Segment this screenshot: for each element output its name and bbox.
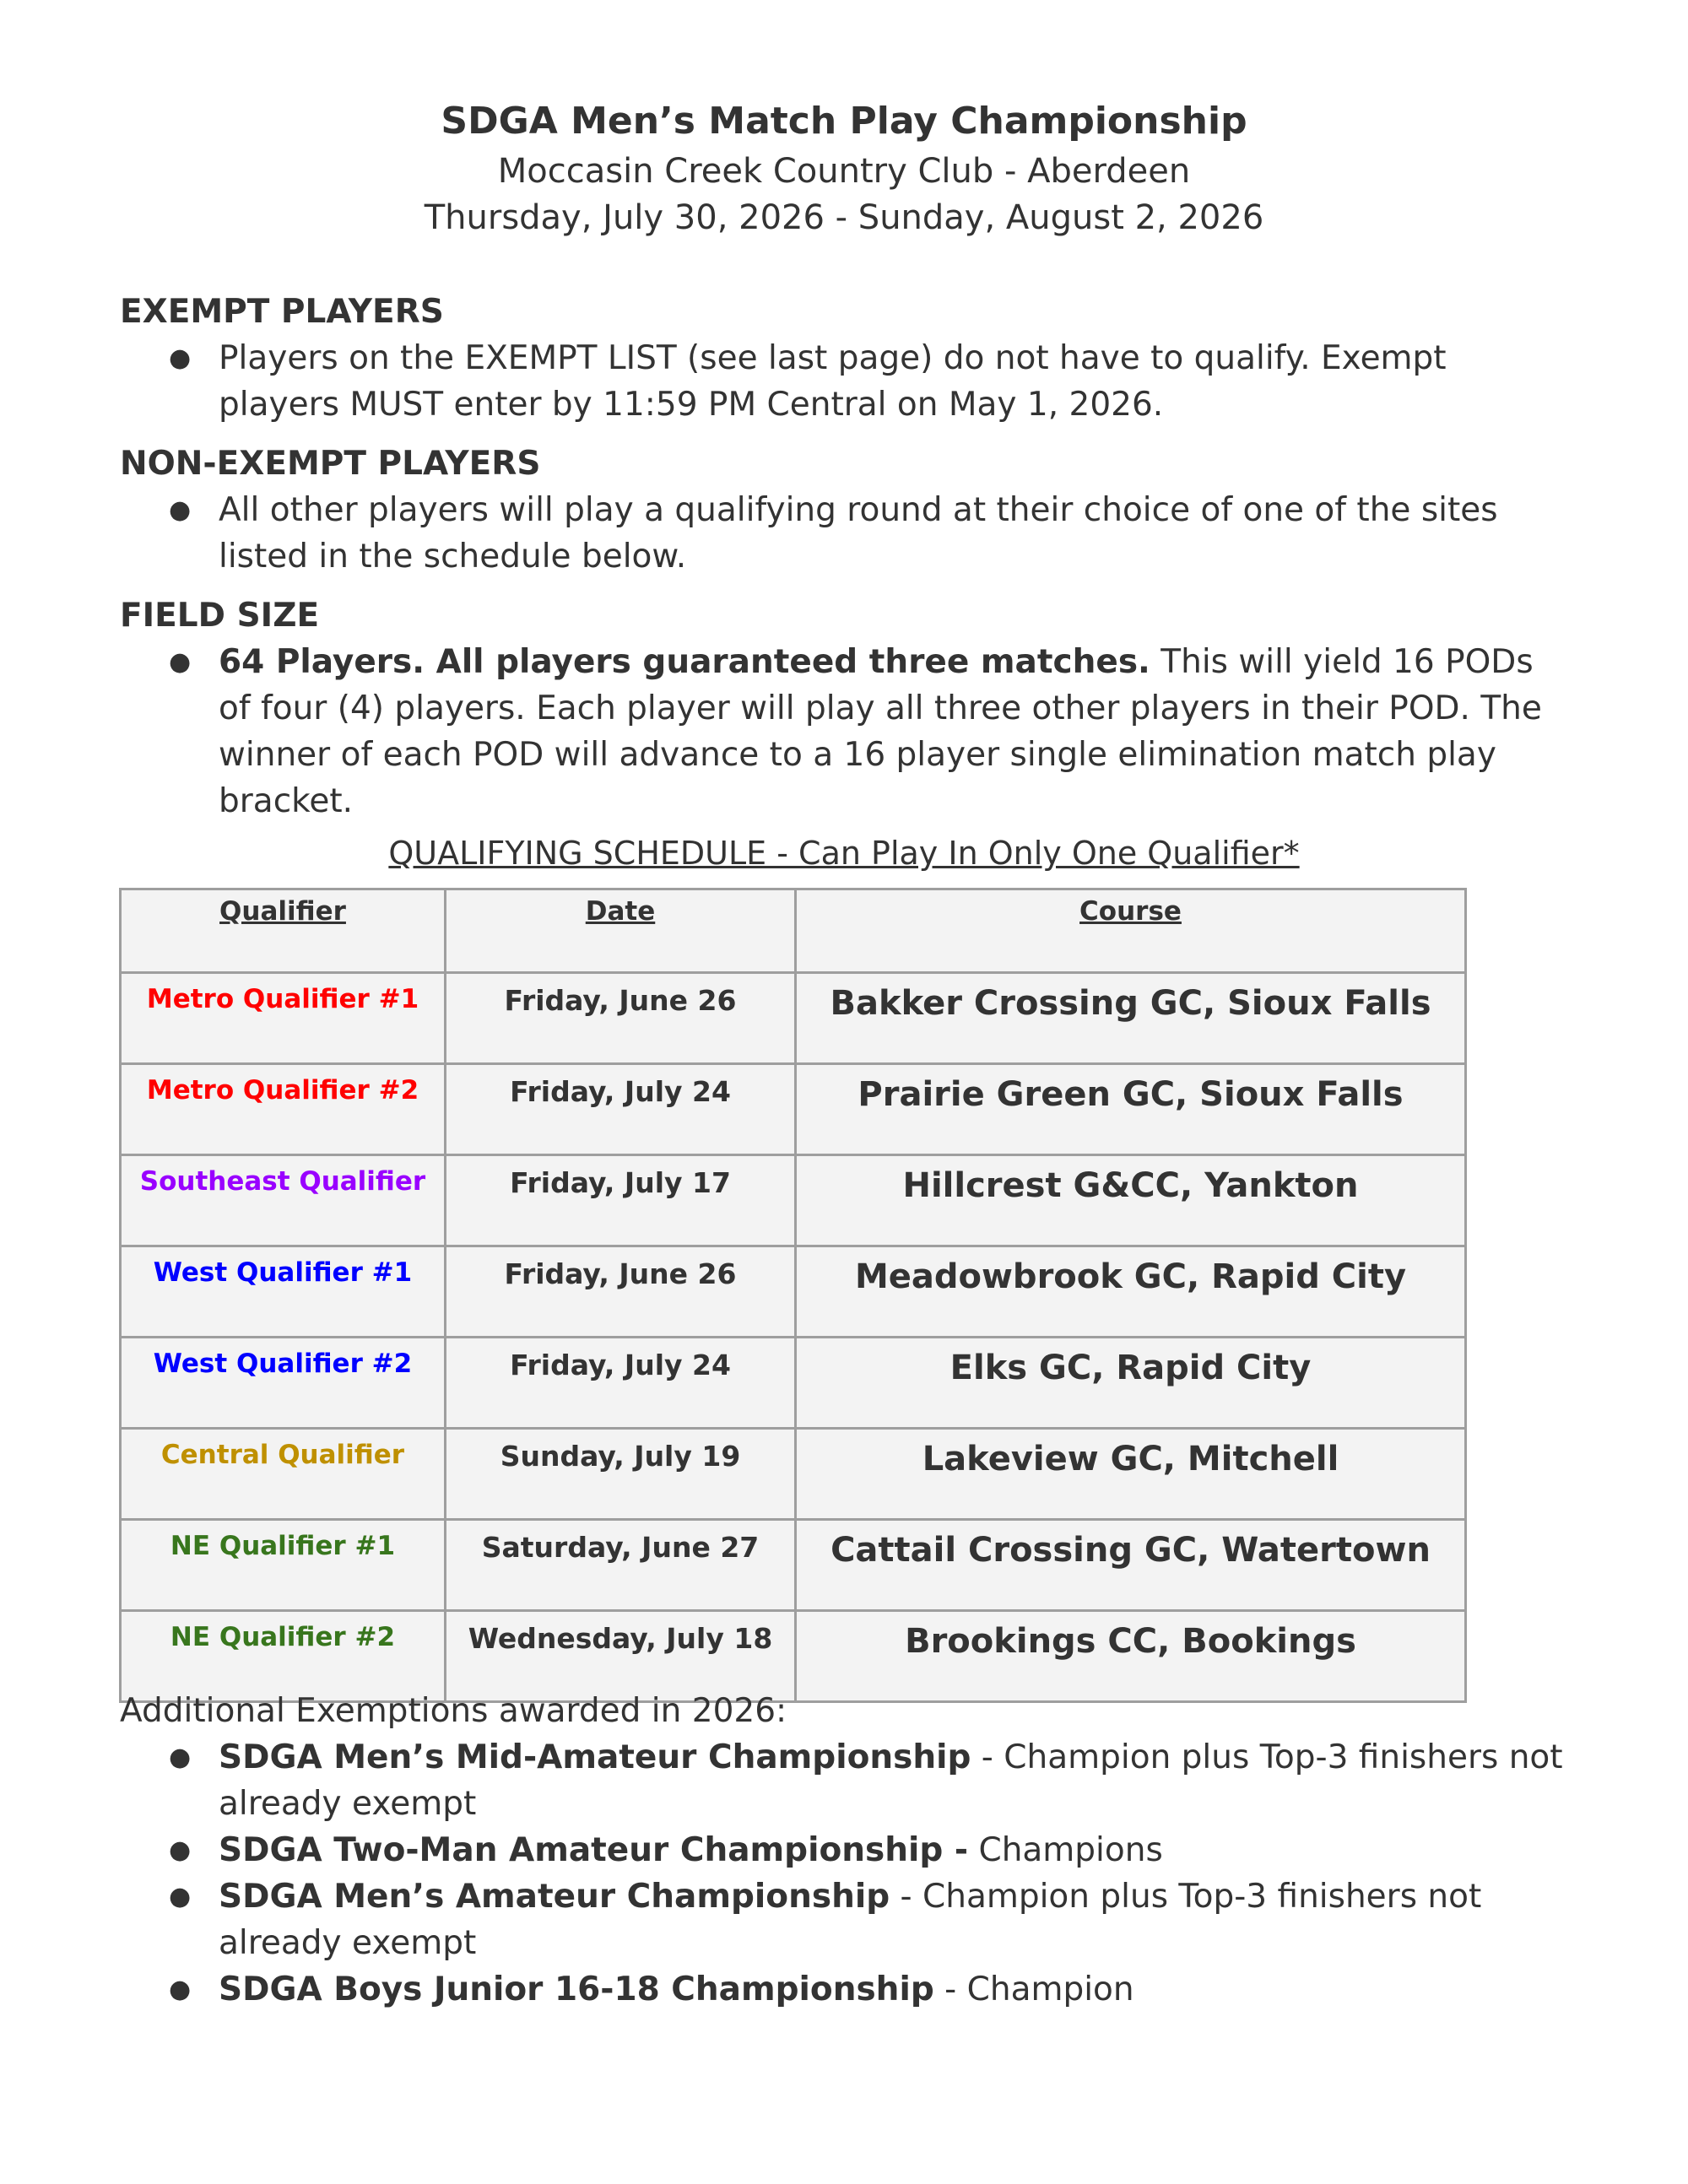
list-item-title: SDGA Two-Man Amateur Championship - — [219, 1831, 969, 1869]
list-item-title: SDGA Men’s Mid-Amateur Championship — [219, 1738, 971, 1776]
column-header-course-label: Course — [1079, 896, 1182, 927]
qualifier-cell: Metro Qualifier #2 — [121, 1064, 446, 1155]
column-header-qualifier-label: Qualifier — [219, 896, 346, 927]
column-header-course — [796, 889, 1466, 973]
bullet-dot: ● — [169, 1882, 192, 1911]
table-row — [121, 1246, 1466, 1338]
date-cell: Saturday, June 27 — [446, 1520, 796, 1611]
course-cell: Bakker Crossing GC, Sioux Falls — [796, 973, 1466, 1064]
list-item-text — [219, 1966, 1572, 2013]
non-exempt-bullet — [120, 487, 1572, 580]
list-item-description: - Champion — [933, 1970, 1134, 2008]
non-exempt-text: All other players will play a qualifying round at their choice of one of the sites listed in the schedule below. — [219, 491, 1498, 576]
qualifier-cell: NE Qualifier #1 — [121, 1520, 446, 1611]
bullet-dot: ● — [169, 647, 192, 677]
list-item-description: - Champion plus Top-3 finishers not already exempt — [219, 1878, 1482, 1962]
table-row — [121, 1155, 1466, 1246]
date-cell: Wednesday, July 18 — [446, 1611, 796, 1702]
qualifier-cell: Southeast Qualifier — [121, 1155, 446, 1246]
course-cell: Meadowbrook GC, Rapid City — [796, 1246, 1466, 1338]
bullet-dot: ● — [169, 1835, 192, 1865]
list-item-description: - Champion plus Top-3 finishers not already exempt — [219, 1738, 1563, 1823]
list-item — [120, 1827, 1572, 1873]
field-size-bullet — [120, 639, 1572, 824]
exempt-heading: EXEMPT PLAYERS — [120, 293, 444, 331]
venue-line: Moccasin Creek Country Club - Aberdeen — [497, 152, 1191, 191]
qualifier-cell: Central Qualifier — [121, 1429, 446, 1520]
list-item-text — [219, 1734, 1572, 1827]
course-cell: Lakeview GC, Mitchell — [796, 1429, 1466, 1520]
non-exempt-heading: NON-EXEMPT PLAYERS — [120, 445, 541, 483]
field-size-text — [219, 639, 1572, 824]
course-cell: Hillcrest G&CC, Yankton — [796, 1155, 1466, 1246]
schedule-title-text: QUALIFYING SCHEDULE - Can Play In Only One Qualifier* — [388, 835, 1300, 872]
date-cell: Friday, July 17 — [446, 1155, 796, 1246]
field-size-heading: FIELD SIZE — [120, 597, 320, 635]
field-size-body-text: This will yield 16 PODs of four (4) players. Each player will play all three other players in their POD. The winner of each POD will advance to a 16 player single elimination match play bracket. — [219, 643, 1542, 820]
column-header-qualifier — [121, 889, 446, 973]
table-row — [121, 1338, 1466, 1429]
list-item — [120, 1966, 1572, 2013]
date-cell: Friday, July 24 — [446, 1338, 796, 1429]
bullet-dot: ● — [169, 1743, 192, 1772]
column-header-date-label: Date — [585, 896, 656, 927]
bullet-dot: ● — [169, 495, 192, 525]
date-cell: Friday, June 26 — [446, 1246, 796, 1338]
date-cell: Friday, July 24 — [446, 1064, 796, 1155]
bullet-dot: ● — [169, 1975, 192, 2004]
exempt-bullet — [120, 335, 1572, 428]
exempt-text: Players on the EXEMPT LIST (see last page) do not have to qualify. Exempt players MUST enter by 11:59 PM Central on May 1, 2026. — [219, 339, 1447, 424]
table-row — [121, 1520, 1466, 1611]
qualifier-cell: West Qualifier #2 — [121, 1338, 446, 1429]
qualifier-cell: Metro Qualifier #1 — [121, 973, 446, 1064]
qualifier-cell: NE Qualifier #2 — [121, 1611, 446, 1702]
list-item — [120, 1873, 1572, 1966]
document-header — [0, 95, 1688, 241]
page-title: SDGA Men’s Match Play Championship — [441, 100, 1247, 143]
table-body — [121, 973, 1466, 1702]
qualifying-schedule-table — [119, 888, 1467, 1703]
dates-line: Thursday, July 30, 2026 - Sunday, August 2, 2026 — [424, 198, 1264, 237]
list-item — [120, 1734, 1572, 1827]
table-row — [121, 973, 1466, 1064]
column-header-date — [446, 889, 796, 973]
additional-exemptions-title: Additional Exemptions awarded in 2026: — [120, 1692, 787, 1730]
table-row — [121, 1429, 1466, 1520]
course-cell: Prairie Green GC, Sioux Falls — [796, 1064, 1466, 1155]
list-item-description: Champions — [968, 1831, 1163, 1869]
date-cell: Sunday, July 19 — [446, 1429, 796, 1520]
table-row — [121, 1064, 1466, 1155]
list-item-title: SDGA Men’s Amateur Championship — [219, 1878, 890, 1916]
schedule-title — [0, 832, 1688, 874]
qualifier-cell: West Qualifier #1 — [121, 1246, 446, 1338]
table-header-row — [121, 889, 1466, 973]
bullet-dot: ● — [169, 343, 192, 373]
list-item-text — [219, 1827, 1572, 1873]
course-cell: Cattail Crossing GC, Watertown — [796, 1520, 1466, 1611]
course-cell: Brookings CC, Bookings — [796, 1611, 1466, 1702]
date-cell: Friday, June 26 — [446, 973, 796, 1064]
field-size-bold-text: 64 Players. All players guaranteed three matches. — [219, 643, 1150, 681]
list-item-title: SDGA Boys Junior 16-18 Championship — [219, 1970, 934, 2008]
list-item-text — [219, 1873, 1572, 1966]
course-cell: Elks GC, Rapid City — [796, 1338, 1466, 1429]
